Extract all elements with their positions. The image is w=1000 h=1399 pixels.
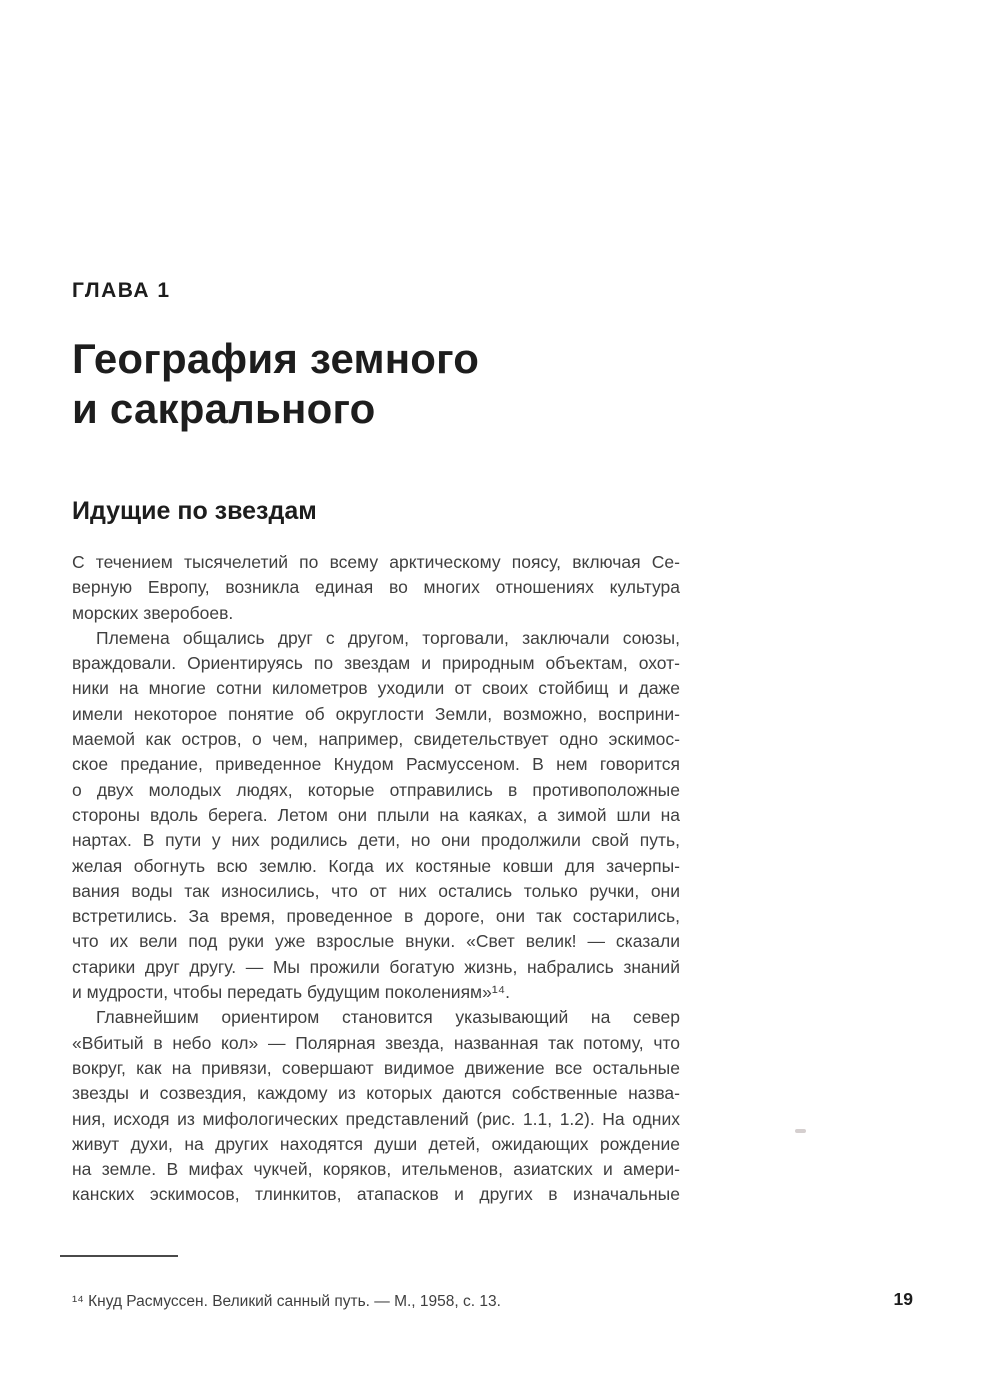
body-line: канских эскимосов, тлинкитов, атапасков и других в изначальные	[72, 1184, 680, 1205]
body-line: верную Европу, возникла единая во многих отношениях культура	[72, 577, 680, 598]
body-line: враждовали. Ориентируясь по звездам и природным объектам, охот-	[72, 653, 680, 674]
body-line: ники на многие сотни километров уходили от своих стойбищ и даже	[72, 678, 680, 699]
body-line: встретились. За время, проведенное в дороге, они так состарились,	[72, 906, 680, 927]
page-number: 19	[893, 1289, 913, 1309]
body-line: ское предание, приведенное Кнудом Расмуссеном. В нем говорится	[72, 754, 680, 775]
body-line: старики друг другу. — Мы прожили богатую жизнь, набрались знаний	[72, 956, 680, 977]
body-text	[72, 550, 680, 1208]
body-line: Племена общались друг с другом, торговали, заключали союзы,	[96, 627, 680, 648]
body-line: маемой как остров, о чем, например, свидетельствует одно эскимос-	[72, 729, 680, 750]
chapter-title-line-1: География земного	[72, 335, 480, 382]
body-line: стороны вдоль берега. Летом они плыли на каяках, а зимой шли на	[72, 804, 680, 825]
chapter-label: ГЛАВА 1	[72, 279, 171, 302]
body-line: на земле. В мифах чукчей, коряков, ительменов, азиатских и амери-	[72, 1159, 680, 1180]
body-line: что их вели под руки уже взрослые внуки. «Свет велик! — сказали	[72, 931, 680, 952]
body-line: звезды и созвездия, каждому из которых даются собственные назва-	[72, 1083, 680, 1104]
body-line: имели некоторое понятие об округлости Земли, возможно, восприни-	[72, 703, 680, 724]
body-line: ния, исходя из мифологических представлений (рис. 1.1, 1.2). На одних	[72, 1108, 680, 1129]
body-line: вокруг, как на привязи, совершают видимое движение все остальные	[72, 1057, 680, 1078]
body-line: о двух молодых людях, которые отправились в противоположные	[72, 779, 680, 800]
footnote-divider	[60, 1255, 178, 1257]
footnote: ¹⁴ Кнуд Расмуссен. Великий санный путь. — М., 1958, с. 13.	[72, 1293, 501, 1310]
body-line: «Вбитый в небо кол» — Полярная звезда, названная так потому, что	[72, 1032, 680, 1053]
body-line: Главнейшим ориентиром становится указывающий на север	[96, 1007, 680, 1028]
body-line: вания воды так износились, что от них остались только ручки, они	[72, 880, 680, 901]
body-line: морских зверобоев.	[72, 602, 234, 623]
print-artifact-mark	[795, 1129, 806, 1133]
body-line: живут духи, на других находятся души детей, ожидающих рождение	[72, 1133, 680, 1154]
body-line: С течением тысячелетий по всему арктическому поясу, включая Се-	[72, 552, 680, 572]
section-heading: Идущие по звездам	[72, 497, 317, 525]
body-line: и мудрости, чтобы передать будущим поколениям»¹⁴.	[72, 982, 511, 1003]
body-line: желая обогнуть всю землю. Когда их костяные ковши для зачерпы-	[72, 855, 680, 876]
body-line: нартах. В пути у них родились дети, но они продолжили свой путь,	[72, 830, 680, 851]
chapter-title	[72, 334, 479, 434]
chapter-title-line-2: и сакрального	[72, 385, 376, 432]
